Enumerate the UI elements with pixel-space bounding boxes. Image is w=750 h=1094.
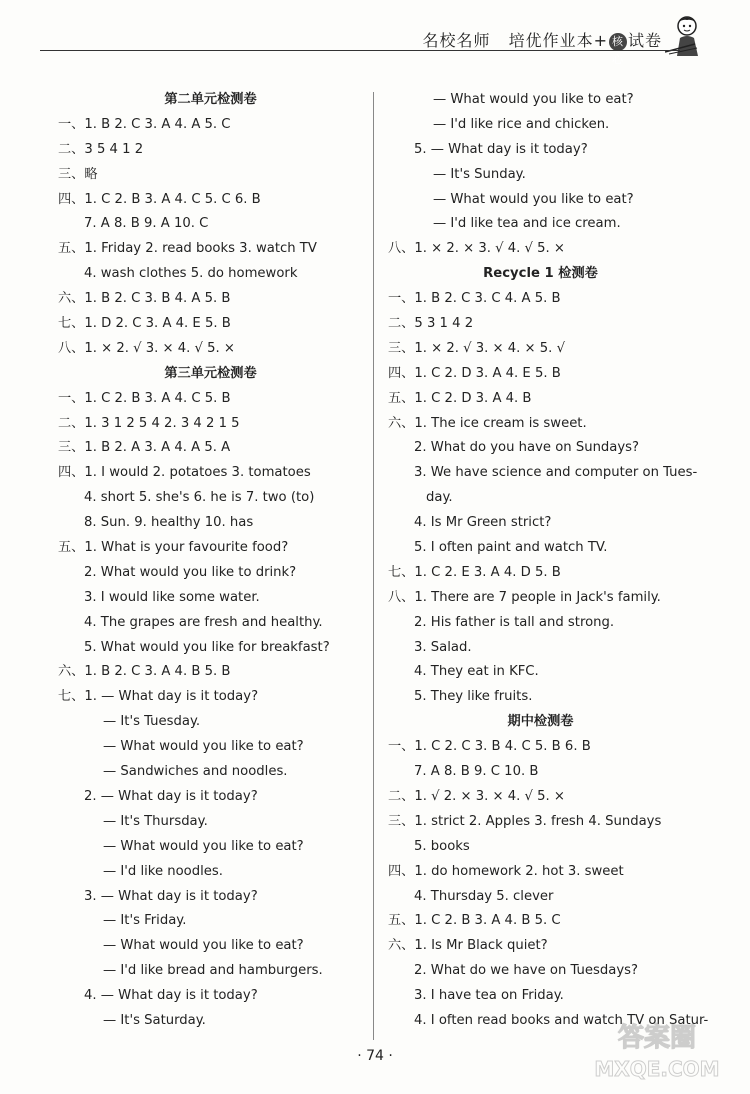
- answer-line: 八、1. × 2. × 3. √ 4. √ 5. ×: [388, 241, 565, 257]
- answer-line: — I'd like noodles.: [103, 863, 223, 879]
- answer-line: 2. What do we have on Tuesdays?: [414, 963, 639, 979]
- answer-line: 六、1. The ice cream is sweet.: [388, 415, 587, 431]
- answer-line: 2. His father is tall and strong.: [414, 614, 615, 630]
- answer-line: 4. Thursday 5. clever: [414, 888, 554, 904]
- answer-line: — It's Thursday.: [103, 813, 208, 829]
- answer-line: 三、1. B 2. A 3. A 4. A 5. A: [58, 440, 231, 456]
- answer-line: 7. A 8. B 9. A 10. C: [84, 216, 209, 232]
- answer-line: 二、1. √ 2. × 3. × 4. √ 5. ×: [388, 788, 565, 804]
- answer-line: 二、1. 3 1 2 5 4 2. 3 4 2 1 5: [58, 415, 240, 431]
- answer-line: 七、1. — What day is it today?: [58, 689, 259, 705]
- page-header: [0, 0, 750, 66]
- answer-line: 4. — What day is it today?: [84, 988, 258, 1004]
- answer-line: 五、1. C 2. B 3. A 4. B 5. C: [388, 913, 561, 929]
- watermark-text-2: MXQE.COM: [594, 1057, 720, 1081]
- answer-line: 3. Salad.: [414, 639, 472, 655]
- answer-line: 4. wash clothes 5. do homework: [84, 266, 298, 282]
- answer-line: 三、略: [58, 166, 98, 182]
- answer-line: 五、1. C 2. D 3. A 4. B: [388, 390, 532, 406]
- answer-line: 二、3 5 4 1 2: [58, 141, 144, 157]
- answer-line: 3. I have tea on Friday.: [414, 988, 564, 1004]
- answer-line: — I'd like rice and chicken.: [433, 116, 610, 132]
- answer-line: — What would you like to eat?: [433, 191, 634, 207]
- answer-line: 3. I would like some water.: [84, 589, 260, 605]
- answer-line: 三、1. strict 2. Apples 3. fresh 4. Sundays: [388, 813, 662, 829]
- answer-line: — It's Tuesday.: [103, 714, 201, 730]
- answer-line: 2. — What day is it today?: [84, 788, 258, 804]
- page-number: · 74 ·: [357, 1048, 393, 1064]
- answer-line: 五、1. Friday 2. read books 3. watch TV: [58, 241, 317, 257]
- answer-line: 八、1. There are 7 people in Jack's family.: [388, 589, 661, 605]
- right-answer-column: [388, 88, 709, 1034]
- answer-line: — I'd like tea and ice cream.: [433, 216, 621, 232]
- answer-line: — What would you like to eat?: [103, 938, 304, 954]
- answer-line: 一、1. B 2. C 3. C 4. A 5. B: [388, 291, 561, 307]
- answer-line: 8. Sun. 9. healthy 10. has: [84, 515, 254, 531]
- answer-line: — What would you like to eat?: [103, 739, 304, 755]
- brand-right: 试卷: [627, 31, 662, 50]
- answer-line: 四、1. I would 2. potatoes 3. tomatoes: [58, 465, 311, 481]
- answer-line: 七、1. C 2. E 3. A 4. D 5. B: [388, 564, 561, 580]
- answer-line: — It's Friday.: [103, 913, 187, 929]
- section-title: 第二单元检测卷: [164, 92, 257, 107]
- answer-line: 三、1. × 2. √ 3. × 4. × 5. √: [388, 340, 565, 356]
- answer-line: 七、1. D 2. C 3. A 4. E 5. B: [58, 316, 231, 332]
- answer-line: day.: [426, 490, 453, 506]
- answer-line: 2. What do you have on Sundays?: [414, 440, 640, 456]
- section-title: Recycle 1 检测卷: [483, 266, 598, 282]
- left-answer-column: [58, 88, 363, 1034]
- answer-line: 4. The grapes are fresh and healthy.: [84, 614, 323, 630]
- brand-highlight: 核心: [609, 33, 627, 51]
- column-divider: [373, 92, 374, 1040]
- answer-line: 4. I often read books and watch TV on Satur-: [414, 1012, 709, 1028]
- brand-left: 名校名师: [422, 31, 491, 50]
- answer-line: 7. A 8. B 9. C 10. B: [414, 764, 539, 780]
- answer-line: 5. — What day is it today?: [414, 141, 588, 157]
- answer-line: — What would you like to eat?: [433, 92, 634, 107]
- watermark-text-1: 答案圈: [617, 1023, 697, 1053]
- section-title: 期中检测卷: [507, 714, 574, 730]
- series-brand: [422, 28, 662, 66]
- section-title: 第三单元检测卷: [164, 365, 257, 381]
- brand-mid: 培优作业本+: [508, 31, 608, 50]
- answer-line: 五、1. What is your favourite food?: [58, 540, 289, 556]
- header-rule: [40, 50, 680, 51]
- answer-line: — It's Sunday.: [433, 166, 526, 182]
- answer-line: — It's Saturday.: [103, 1012, 206, 1028]
- answer-line: 六、1. B 2. C 3. B 4. A 5. B: [58, 291, 231, 307]
- answer-line: 四、1. C 2. B 3. A 4. C 5. C 6. B: [58, 191, 261, 207]
- answer-line: 六、1. Is Mr Black quiet?: [388, 938, 548, 954]
- answer-line: 一、1. C 2. C 3. B 4. C 5. B 6. B: [388, 739, 591, 755]
- answer-line: 4. short 5. she's 6. he is 7. two (to): [84, 490, 315, 506]
- answer-line: 5. What would you like for breakfast?: [84, 639, 330, 655]
- answer-line: 5. I often paint and watch TV.: [414, 540, 608, 556]
- answer-line: 3. We have science and computer on Tues-: [414, 465, 698, 481]
- answer-line: 四、1. do homework 2. hot 3. sweet: [388, 863, 624, 879]
- answer-line: 二、5 3 1 4 2: [388, 316, 474, 332]
- answer-line: 5. They like fruits.: [414, 689, 533, 705]
- answer-line: 六、1. B 2. C 3. A 4. B 5. B: [58, 664, 231, 680]
- answer-line: 八、1. × 2. √ 3. × 4. √ 5. ×: [58, 340, 235, 356]
- answer-line: 一、1. B 2. C 3. A 4. A 5. C: [58, 116, 231, 132]
- answer-line: 4. Is Mr Green strict?: [414, 515, 552, 531]
- answer-line: 一、1. C 2. B 3. A 4. C 5. B: [58, 390, 231, 406]
- answer-line: 5. books: [414, 838, 470, 854]
- answer-line: 3. — What day is it today?: [84, 888, 258, 904]
- answer-line: 4. They eat in KFC.: [414, 664, 539, 680]
- site-watermark: [582, 1006, 732, 1086]
- answer-line: — What would you like to eat?: [103, 838, 304, 854]
- answer-line: — I'd like bread and hamburgers.: [103, 963, 323, 979]
- answer-line: — Sandwiches and noodles.: [103, 764, 288, 780]
- student-mascot-icon: [665, 14, 705, 58]
- answer-line: 2. What would you like to drink?: [84, 564, 297, 580]
- answer-line: 四、1. C 2. D 3. A 4. E 5. B: [388, 365, 561, 381]
